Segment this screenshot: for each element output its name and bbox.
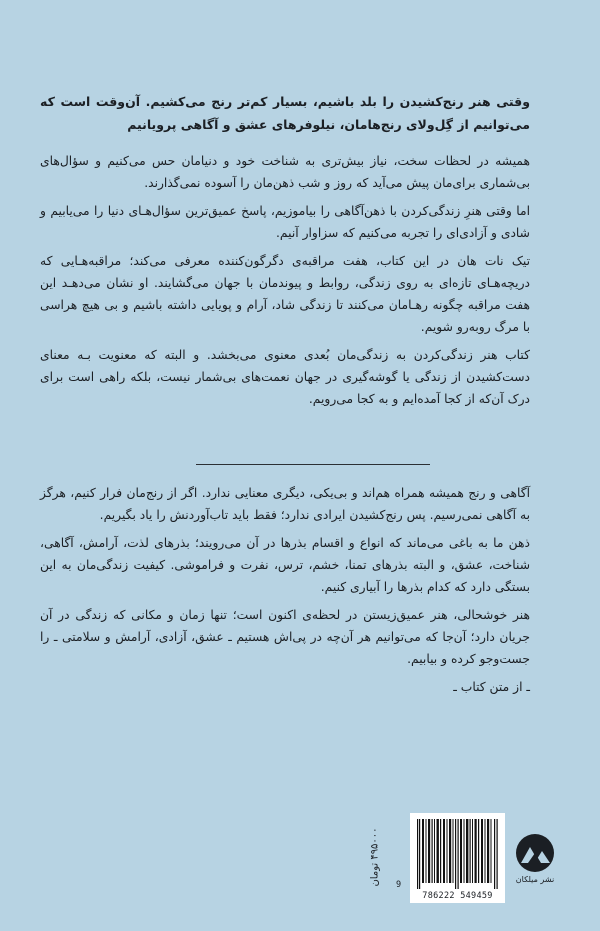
mountains-icon: [515, 833, 555, 873]
price-text: ۴۹۵۰۰۰ تومان: [369, 827, 381, 887]
paragraph: آگاهی و رنج همیشه همراه هم‌اند و بی‌یکی، دیگری معنایی ندارد. اگر از رنج‌مان فرار کنیم، هرگز به آگاهی نمی‌رسیم. پس رنج‌کشیدن ایرادی ندارد؛ فقط باید تاب‌آوردنش را یاد بگیریم.: [40, 486, 530, 522]
barcode: [410, 813, 505, 903]
barcode-number: 786222 549459: [422, 891, 493, 901]
paragraph: تیک نات هان در این کتاب، هفت مراقبه‌ی دگرگون‌کننده معرفی می‌کند؛ مراقبه‌هـایی که دریچه‌هـای تازه‌ای به روی زندگی، روابط و پیوندمان با جهان می‌گشایند. او نشان می‌دهـد این هفت مراقبه چگونه رهـامان می‌کنند تا زندگی شاد، آرام و پویایی داشته باشیم و بی هیچ هراسی با مرگ روبه‌رو شویم.: [40, 254, 530, 334]
publisher-logo: [513, 833, 557, 885]
price-label: [360, 812, 390, 902]
excerpt-credit: ـ از متن کتاب ـ: [453, 680, 530, 694]
paragraph: هنر خوشحالی، هنر عمیق‌زیستن در لحظه‌ی اکنون است؛ تنها زمان و مکانی که زندگی در آن جریان دارد؛ آن‌جا که می‌توانیم هر آن‌چه در پی‌اش هستیم ـ عشق، آزادی، آرامش و سلامتی ـ را جست‌وجو کرده و بیابیم.: [40, 608, 530, 666]
section-divider: [196, 464, 430, 465]
intro-quote: وقتی هنر رنج‌کشیدن را بلد باشیم، بسیار کم‌تر رنج می‌کشیم. آن‌وقت است که می‌توانیم از گِل‌ولای رنج‌هامان، نیلوفرهای عشق و آگاهی پرویانیم: [40, 94, 530, 132]
barcode-lead-digit: 9: [396, 880, 402, 890]
paragraph: اما وقتی هنرِ زندگی‌کردن با ذهن‌آگاهی را بیاموزیم، پاسخ عمیق‌ترین سؤال‌هـای دنیا را می‌یابیم و شادی و آزادی‌ای را تجربه می‌کنیم که سزاوار آنیم.: [40, 204, 530, 240]
paragraph: ذهن ما به باغی می‌ماند که انواع و اقسام بذرها در آن می‌رویند؛ بذرهای لذت، آرامش، آگاهی، شناخت، عشق، و البته بذرهای تمنا، خشم، ترس، نفرت و فراموشی. کیفیت زندگی‌مان به این بستگی دارد که کدام بذرها را آبیاری کنیم.: [40, 536, 530, 594]
paragraph: همیشه در لحظات سخت، نیاز بیش‌تری به شناخت خود و دنیامان حس می‌کنیم و سؤال‌های بی‌شماری برای‌مان پیش می‌آید که روز و شب ذهن‌مان را آسوده نمی‌گذارند.: [40, 154, 530, 190]
barcode-bars-icon: [416, 819, 499, 889]
excerpt-section: [40, 482, 530, 698]
description-section: [40, 150, 530, 416]
paragraph: کتاب هنر زندگی‌کردن به زندگی‌مان بُعدی معنوی می‌بخشد. و البته که معنویت بـه معنای دست‌کشیدن از زندگی یا گوشه‌گیری در جهان نعمت‌های بی‌شمار نیست، بلکه راهی است برای درک آن‌که از کجا آمده‌ایم و به کجا می‌رویم.: [40, 348, 530, 406]
publisher-name: نشر میلکان: [515, 875, 555, 884]
